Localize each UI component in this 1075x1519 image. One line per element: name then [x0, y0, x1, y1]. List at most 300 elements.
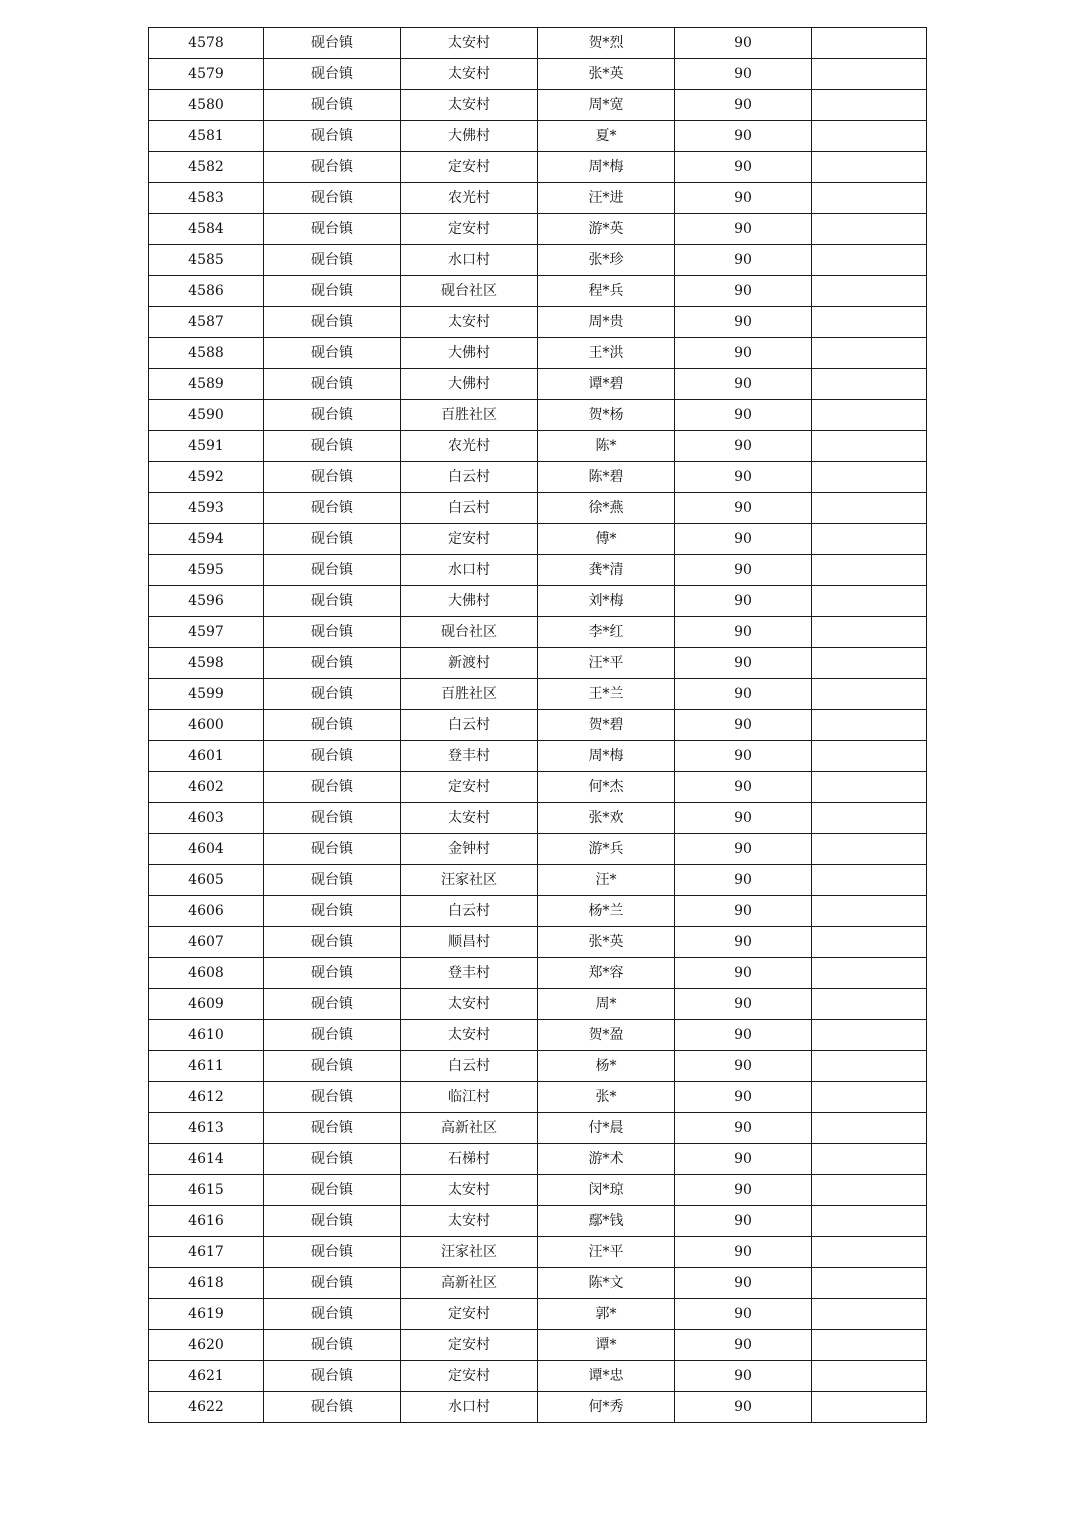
name-cell: 周* — [538, 989, 675, 1020]
note-cell — [812, 710, 927, 741]
village-cell: 白云村 — [401, 896, 538, 927]
name-cell: 贺*碧 — [538, 710, 675, 741]
table-row — [149, 865, 927, 896]
town-cell: 砚台镇 — [264, 617, 401, 648]
name-cell: 贺*盈 — [538, 1020, 675, 1051]
name-cell: 谭* — [538, 1330, 675, 1361]
amount-cell: 90 — [675, 1392, 812, 1423]
name-cell: 贺*杨 — [538, 400, 675, 431]
serial-number-cell: 4602 — [149, 772, 264, 803]
serial-number-cell: 4595 — [149, 555, 264, 586]
serial-number-cell: 4615 — [149, 1175, 264, 1206]
note-cell — [812, 648, 927, 679]
table-row — [149, 710, 927, 741]
amount-cell: 90 — [675, 1206, 812, 1237]
note-cell — [812, 927, 927, 958]
serial-number-cell: 4608 — [149, 958, 264, 989]
table-row — [149, 214, 927, 245]
village-cell: 大佛村 — [401, 369, 538, 400]
village-cell: 定安村 — [401, 772, 538, 803]
village-cell: 太安村 — [401, 1175, 538, 1206]
village-cell: 太安村 — [401, 28, 538, 59]
table-row — [149, 555, 927, 586]
serial-number-cell: 4611 — [149, 1051, 264, 1082]
serial-number-cell: 4612 — [149, 1082, 264, 1113]
table-row — [149, 245, 927, 276]
name-cell: 谭*忠 — [538, 1361, 675, 1392]
name-cell: 陈* — [538, 431, 675, 462]
town-cell: 砚台镇 — [264, 834, 401, 865]
town-cell: 砚台镇 — [264, 648, 401, 679]
amount-cell: 90 — [675, 927, 812, 958]
serial-number-cell: 4609 — [149, 989, 264, 1020]
amount-cell: 90 — [675, 276, 812, 307]
note-cell — [812, 834, 927, 865]
amount-cell: 90 — [675, 1361, 812, 1392]
name-cell: 贺*烈 — [538, 28, 675, 59]
serial-number-cell: 4610 — [149, 1020, 264, 1051]
name-cell: 何*秀 — [538, 1392, 675, 1423]
table-row — [149, 28, 927, 59]
table-row — [149, 121, 927, 152]
document-page — [148, 27, 926, 1423]
serial-number-cell: 4598 — [149, 648, 264, 679]
amount-cell: 90 — [675, 989, 812, 1020]
serial-number-cell: 4586 — [149, 276, 264, 307]
serial-number-cell: 4591 — [149, 431, 264, 462]
table-row — [149, 772, 927, 803]
town-cell: 砚台镇 — [264, 338, 401, 369]
serial-number-cell: 4588 — [149, 338, 264, 369]
village-cell: 砚台社区 — [401, 617, 538, 648]
table-row — [149, 586, 927, 617]
town-cell: 砚台镇 — [264, 1392, 401, 1423]
table-row — [149, 59, 927, 90]
name-cell: 刘*梅 — [538, 586, 675, 617]
serial-number-cell: 4583 — [149, 183, 264, 214]
serial-number-cell: 4582 — [149, 152, 264, 183]
amount-cell: 90 — [675, 28, 812, 59]
town-cell: 砚台镇 — [264, 90, 401, 121]
village-cell: 水口村 — [401, 245, 538, 276]
village-cell: 太安村 — [401, 1020, 538, 1051]
name-cell: 王*兰 — [538, 679, 675, 710]
table-row — [149, 524, 927, 555]
village-cell: 定安村 — [401, 1299, 538, 1330]
name-cell: 谭*碧 — [538, 369, 675, 400]
table-row — [149, 1299, 927, 1330]
town-cell: 砚台镇 — [264, 1020, 401, 1051]
name-cell: 汪* — [538, 865, 675, 896]
village-cell: 大佛村 — [401, 586, 538, 617]
amount-cell: 90 — [675, 183, 812, 214]
name-cell: 陈*碧 — [538, 462, 675, 493]
town-cell: 砚台镇 — [264, 152, 401, 183]
note-cell — [812, 338, 927, 369]
town-cell: 砚台镇 — [264, 183, 401, 214]
town-cell: 砚台镇 — [264, 245, 401, 276]
name-cell: 周*贵 — [538, 307, 675, 338]
table-row — [149, 369, 927, 400]
note-cell — [812, 307, 927, 338]
town-cell: 砚台镇 — [264, 989, 401, 1020]
note-cell — [812, 1237, 927, 1268]
amount-cell: 90 — [675, 1268, 812, 1299]
note-cell — [812, 462, 927, 493]
name-cell: 闵*琼 — [538, 1175, 675, 1206]
table-row — [149, 1020, 927, 1051]
town-cell: 砚台镇 — [264, 1175, 401, 1206]
village-cell: 水口村 — [401, 1392, 538, 1423]
note-cell — [812, 152, 927, 183]
note-cell — [812, 276, 927, 307]
serial-number-cell: 4619 — [149, 1299, 264, 1330]
note-cell — [812, 1299, 927, 1330]
table-row — [149, 679, 927, 710]
amount-cell: 90 — [675, 90, 812, 121]
village-cell: 登丰村 — [401, 958, 538, 989]
note-cell — [812, 431, 927, 462]
note-cell — [812, 121, 927, 152]
serial-number-cell: 4607 — [149, 927, 264, 958]
table-row — [149, 1144, 927, 1175]
town-cell: 砚台镇 — [264, 28, 401, 59]
town-cell: 砚台镇 — [264, 493, 401, 524]
table-row — [149, 1175, 927, 1206]
name-cell: 周*梅 — [538, 741, 675, 772]
serial-number-cell: 4584 — [149, 214, 264, 245]
amount-cell: 90 — [675, 1113, 812, 1144]
table-row — [149, 338, 927, 369]
village-cell: 定安村 — [401, 1361, 538, 1392]
town-cell: 砚台镇 — [264, 710, 401, 741]
serial-number-cell: 4617 — [149, 1237, 264, 1268]
amount-cell: 90 — [675, 524, 812, 555]
village-cell: 太安村 — [401, 90, 538, 121]
town-cell: 砚台镇 — [264, 958, 401, 989]
note-cell — [812, 896, 927, 927]
serial-number-cell: 4579 — [149, 59, 264, 90]
serial-number-cell: 4578 — [149, 28, 264, 59]
serial-number-cell: 4606 — [149, 896, 264, 927]
amount-cell: 90 — [675, 679, 812, 710]
village-cell: 百胜社区 — [401, 679, 538, 710]
name-cell: 张*珍 — [538, 245, 675, 276]
serial-number-cell: 4618 — [149, 1268, 264, 1299]
amount-cell: 90 — [675, 710, 812, 741]
note-cell — [812, 1206, 927, 1237]
note-cell — [812, 493, 927, 524]
town-cell: 砚台镇 — [264, 741, 401, 772]
amount-cell: 90 — [675, 1144, 812, 1175]
village-cell: 定安村 — [401, 152, 538, 183]
amount-cell: 90 — [675, 338, 812, 369]
town-cell: 砚台镇 — [264, 524, 401, 555]
amount-cell: 90 — [675, 803, 812, 834]
village-cell: 太安村 — [401, 59, 538, 90]
town-cell: 砚台镇 — [264, 1361, 401, 1392]
name-cell: 李*红 — [538, 617, 675, 648]
village-cell: 高新社区 — [401, 1113, 538, 1144]
table-row — [149, 989, 927, 1020]
note-cell — [812, 958, 927, 989]
name-cell: 汪*进 — [538, 183, 675, 214]
note-cell — [812, 28, 927, 59]
name-cell: 徐*燕 — [538, 493, 675, 524]
serial-number-cell: 4614 — [149, 1144, 264, 1175]
serial-number-cell: 4587 — [149, 307, 264, 338]
note-cell — [812, 1268, 927, 1299]
name-cell: 游*英 — [538, 214, 675, 245]
village-cell: 定安村 — [401, 524, 538, 555]
amount-cell: 90 — [675, 1330, 812, 1361]
serial-number-cell: 4590 — [149, 400, 264, 431]
serial-number-cell: 4581 — [149, 121, 264, 152]
town-cell: 砚台镇 — [264, 369, 401, 400]
amount-cell: 90 — [675, 834, 812, 865]
note-cell — [812, 59, 927, 90]
amount-cell: 90 — [675, 1237, 812, 1268]
name-cell: 张* — [538, 1082, 675, 1113]
town-cell: 砚台镇 — [264, 555, 401, 586]
amount-cell: 90 — [675, 1020, 812, 1051]
serial-number-cell: 4593 — [149, 493, 264, 524]
town-cell: 砚台镇 — [264, 121, 401, 152]
serial-number-cell: 4597 — [149, 617, 264, 648]
name-cell: 张*英 — [538, 59, 675, 90]
name-cell: 王*洪 — [538, 338, 675, 369]
name-cell: 郑*容 — [538, 958, 675, 989]
table-row — [149, 1268, 927, 1299]
town-cell: 砚台镇 — [264, 59, 401, 90]
note-cell — [812, 1082, 927, 1113]
name-cell: 鄢*钱 — [538, 1206, 675, 1237]
amount-cell: 90 — [675, 1082, 812, 1113]
note-cell — [812, 214, 927, 245]
village-cell: 砚台社区 — [401, 276, 538, 307]
serial-number-cell: 4585 — [149, 245, 264, 276]
name-cell: 陈*文 — [538, 1268, 675, 1299]
note-cell — [812, 679, 927, 710]
village-cell: 太安村 — [401, 307, 538, 338]
name-cell: 张*欢 — [538, 803, 675, 834]
name-cell: 付*晨 — [538, 1113, 675, 1144]
amount-cell: 90 — [675, 462, 812, 493]
name-cell: 游*兵 — [538, 834, 675, 865]
name-cell: 杨* — [538, 1051, 675, 1082]
table-row — [149, 462, 927, 493]
note-cell — [812, 369, 927, 400]
serial-number-cell: 4620 — [149, 1330, 264, 1361]
serial-number-cell: 4592 — [149, 462, 264, 493]
name-cell: 龚*清 — [538, 555, 675, 586]
village-cell: 高新社区 — [401, 1268, 538, 1299]
note-cell — [812, 586, 927, 617]
note-cell — [812, 1144, 927, 1175]
town-cell: 砚台镇 — [264, 1268, 401, 1299]
table-row — [149, 1330, 927, 1361]
note-cell — [812, 865, 927, 896]
serial-number-cell: 4605 — [149, 865, 264, 896]
table-row — [149, 1082, 927, 1113]
amount-cell: 90 — [675, 555, 812, 586]
serial-number-cell: 4613 — [149, 1113, 264, 1144]
table-row — [149, 1392, 927, 1423]
serial-number-cell: 4596 — [149, 586, 264, 617]
note-cell — [812, 90, 927, 121]
village-cell: 临江村 — [401, 1082, 538, 1113]
village-cell: 白云村 — [401, 710, 538, 741]
village-cell: 太安村 — [401, 989, 538, 1020]
town-cell: 砚台镇 — [264, 772, 401, 803]
amount-cell: 90 — [675, 59, 812, 90]
town-cell: 砚台镇 — [264, 307, 401, 338]
note-cell — [812, 989, 927, 1020]
amount-cell: 90 — [675, 431, 812, 462]
note-cell — [812, 1020, 927, 1051]
note-cell — [812, 772, 927, 803]
table-row — [149, 741, 927, 772]
table-row — [149, 276, 927, 307]
name-cell: 周*梅 — [538, 152, 675, 183]
town-cell: 砚台镇 — [264, 1206, 401, 1237]
village-cell: 白云村 — [401, 462, 538, 493]
table-row — [149, 1206, 927, 1237]
table-row — [149, 1113, 927, 1144]
note-cell — [812, 1051, 927, 1082]
amount-cell: 90 — [675, 1175, 812, 1206]
amount-cell: 90 — [675, 214, 812, 245]
village-cell: 汪家社区 — [401, 865, 538, 896]
town-cell: 砚台镇 — [264, 1144, 401, 1175]
note-cell — [812, 400, 927, 431]
beneficiary-table — [148, 27, 927, 1423]
amount-cell: 90 — [675, 772, 812, 803]
table-row — [149, 1237, 927, 1268]
serial-number-cell: 4616 — [149, 1206, 264, 1237]
table-row — [149, 958, 927, 989]
table-row — [149, 90, 927, 121]
name-cell: 张*英 — [538, 927, 675, 958]
note-cell — [812, 617, 927, 648]
town-cell: 砚台镇 — [264, 679, 401, 710]
town-cell: 砚台镇 — [264, 1082, 401, 1113]
name-cell: 程*兵 — [538, 276, 675, 307]
town-cell: 砚台镇 — [264, 276, 401, 307]
table-row — [149, 896, 927, 927]
serial-number-cell: 4603 — [149, 803, 264, 834]
table-row — [149, 493, 927, 524]
name-cell: 周*宽 — [538, 90, 675, 121]
table-row — [149, 400, 927, 431]
amount-cell: 90 — [675, 152, 812, 183]
village-cell: 白云村 — [401, 1051, 538, 1082]
serial-number-cell: 4589 — [149, 369, 264, 400]
amount-cell: 90 — [675, 617, 812, 648]
town-cell: 砚台镇 — [264, 214, 401, 245]
name-cell: 汪*平 — [538, 648, 675, 679]
note-cell — [812, 1361, 927, 1392]
table-row — [149, 183, 927, 214]
amount-cell: 90 — [675, 865, 812, 896]
village-cell: 农光村 — [401, 431, 538, 462]
table-row — [149, 1361, 927, 1392]
town-cell: 砚台镇 — [264, 1113, 401, 1144]
serial-number-cell: 4622 — [149, 1392, 264, 1423]
town-cell: 砚台镇 — [264, 896, 401, 927]
serial-number-cell: 4599 — [149, 679, 264, 710]
town-cell: 砚台镇 — [264, 1051, 401, 1082]
name-cell: 何*杰 — [538, 772, 675, 803]
note-cell — [812, 803, 927, 834]
name-cell: 郭* — [538, 1299, 675, 1330]
note-cell — [812, 1175, 927, 1206]
town-cell: 砚台镇 — [264, 803, 401, 834]
table-body — [149, 28, 927, 1423]
town-cell: 砚台镇 — [264, 586, 401, 617]
village-cell: 太安村 — [401, 1206, 538, 1237]
table-row — [149, 648, 927, 679]
note-cell — [812, 183, 927, 214]
village-cell: 登丰村 — [401, 741, 538, 772]
serial-number-cell: 4580 — [149, 90, 264, 121]
amount-cell: 90 — [675, 1051, 812, 1082]
amount-cell: 90 — [675, 493, 812, 524]
table-row — [149, 617, 927, 648]
table-row — [149, 307, 927, 338]
village-cell: 大佛村 — [401, 121, 538, 152]
village-cell: 大佛村 — [401, 338, 538, 369]
amount-cell: 90 — [675, 648, 812, 679]
amount-cell: 90 — [675, 741, 812, 772]
village-cell: 汪家社区 — [401, 1237, 538, 1268]
town-cell: 砚台镇 — [264, 865, 401, 896]
table-row — [149, 152, 927, 183]
town-cell: 砚台镇 — [264, 927, 401, 958]
village-cell: 定安村 — [401, 1330, 538, 1361]
serial-number-cell: 4621 — [149, 1361, 264, 1392]
village-cell: 白云村 — [401, 493, 538, 524]
amount-cell: 90 — [675, 1299, 812, 1330]
table-row — [149, 834, 927, 865]
note-cell — [812, 1113, 927, 1144]
note-cell — [812, 1330, 927, 1361]
amount-cell: 90 — [675, 121, 812, 152]
village-cell: 太安村 — [401, 803, 538, 834]
note-cell — [812, 741, 927, 772]
village-cell: 金钟村 — [401, 834, 538, 865]
note-cell — [812, 1392, 927, 1423]
town-cell: 砚台镇 — [264, 1237, 401, 1268]
note-cell — [812, 524, 927, 555]
amount-cell: 90 — [675, 586, 812, 617]
name-cell: 夏* — [538, 121, 675, 152]
amount-cell: 90 — [675, 369, 812, 400]
village-cell: 水口村 — [401, 555, 538, 586]
name-cell: 汪*平 — [538, 1237, 675, 1268]
town-cell: 砚台镇 — [264, 462, 401, 493]
amount-cell: 90 — [675, 307, 812, 338]
amount-cell: 90 — [675, 896, 812, 927]
town-cell: 砚台镇 — [264, 400, 401, 431]
amount-cell: 90 — [675, 400, 812, 431]
village-cell: 顺昌村 — [401, 927, 538, 958]
village-cell: 百胜社区 — [401, 400, 538, 431]
amount-cell: 90 — [675, 245, 812, 276]
serial-number-cell: 4594 — [149, 524, 264, 555]
serial-number-cell: 4604 — [149, 834, 264, 865]
serial-number-cell: 4601 — [149, 741, 264, 772]
